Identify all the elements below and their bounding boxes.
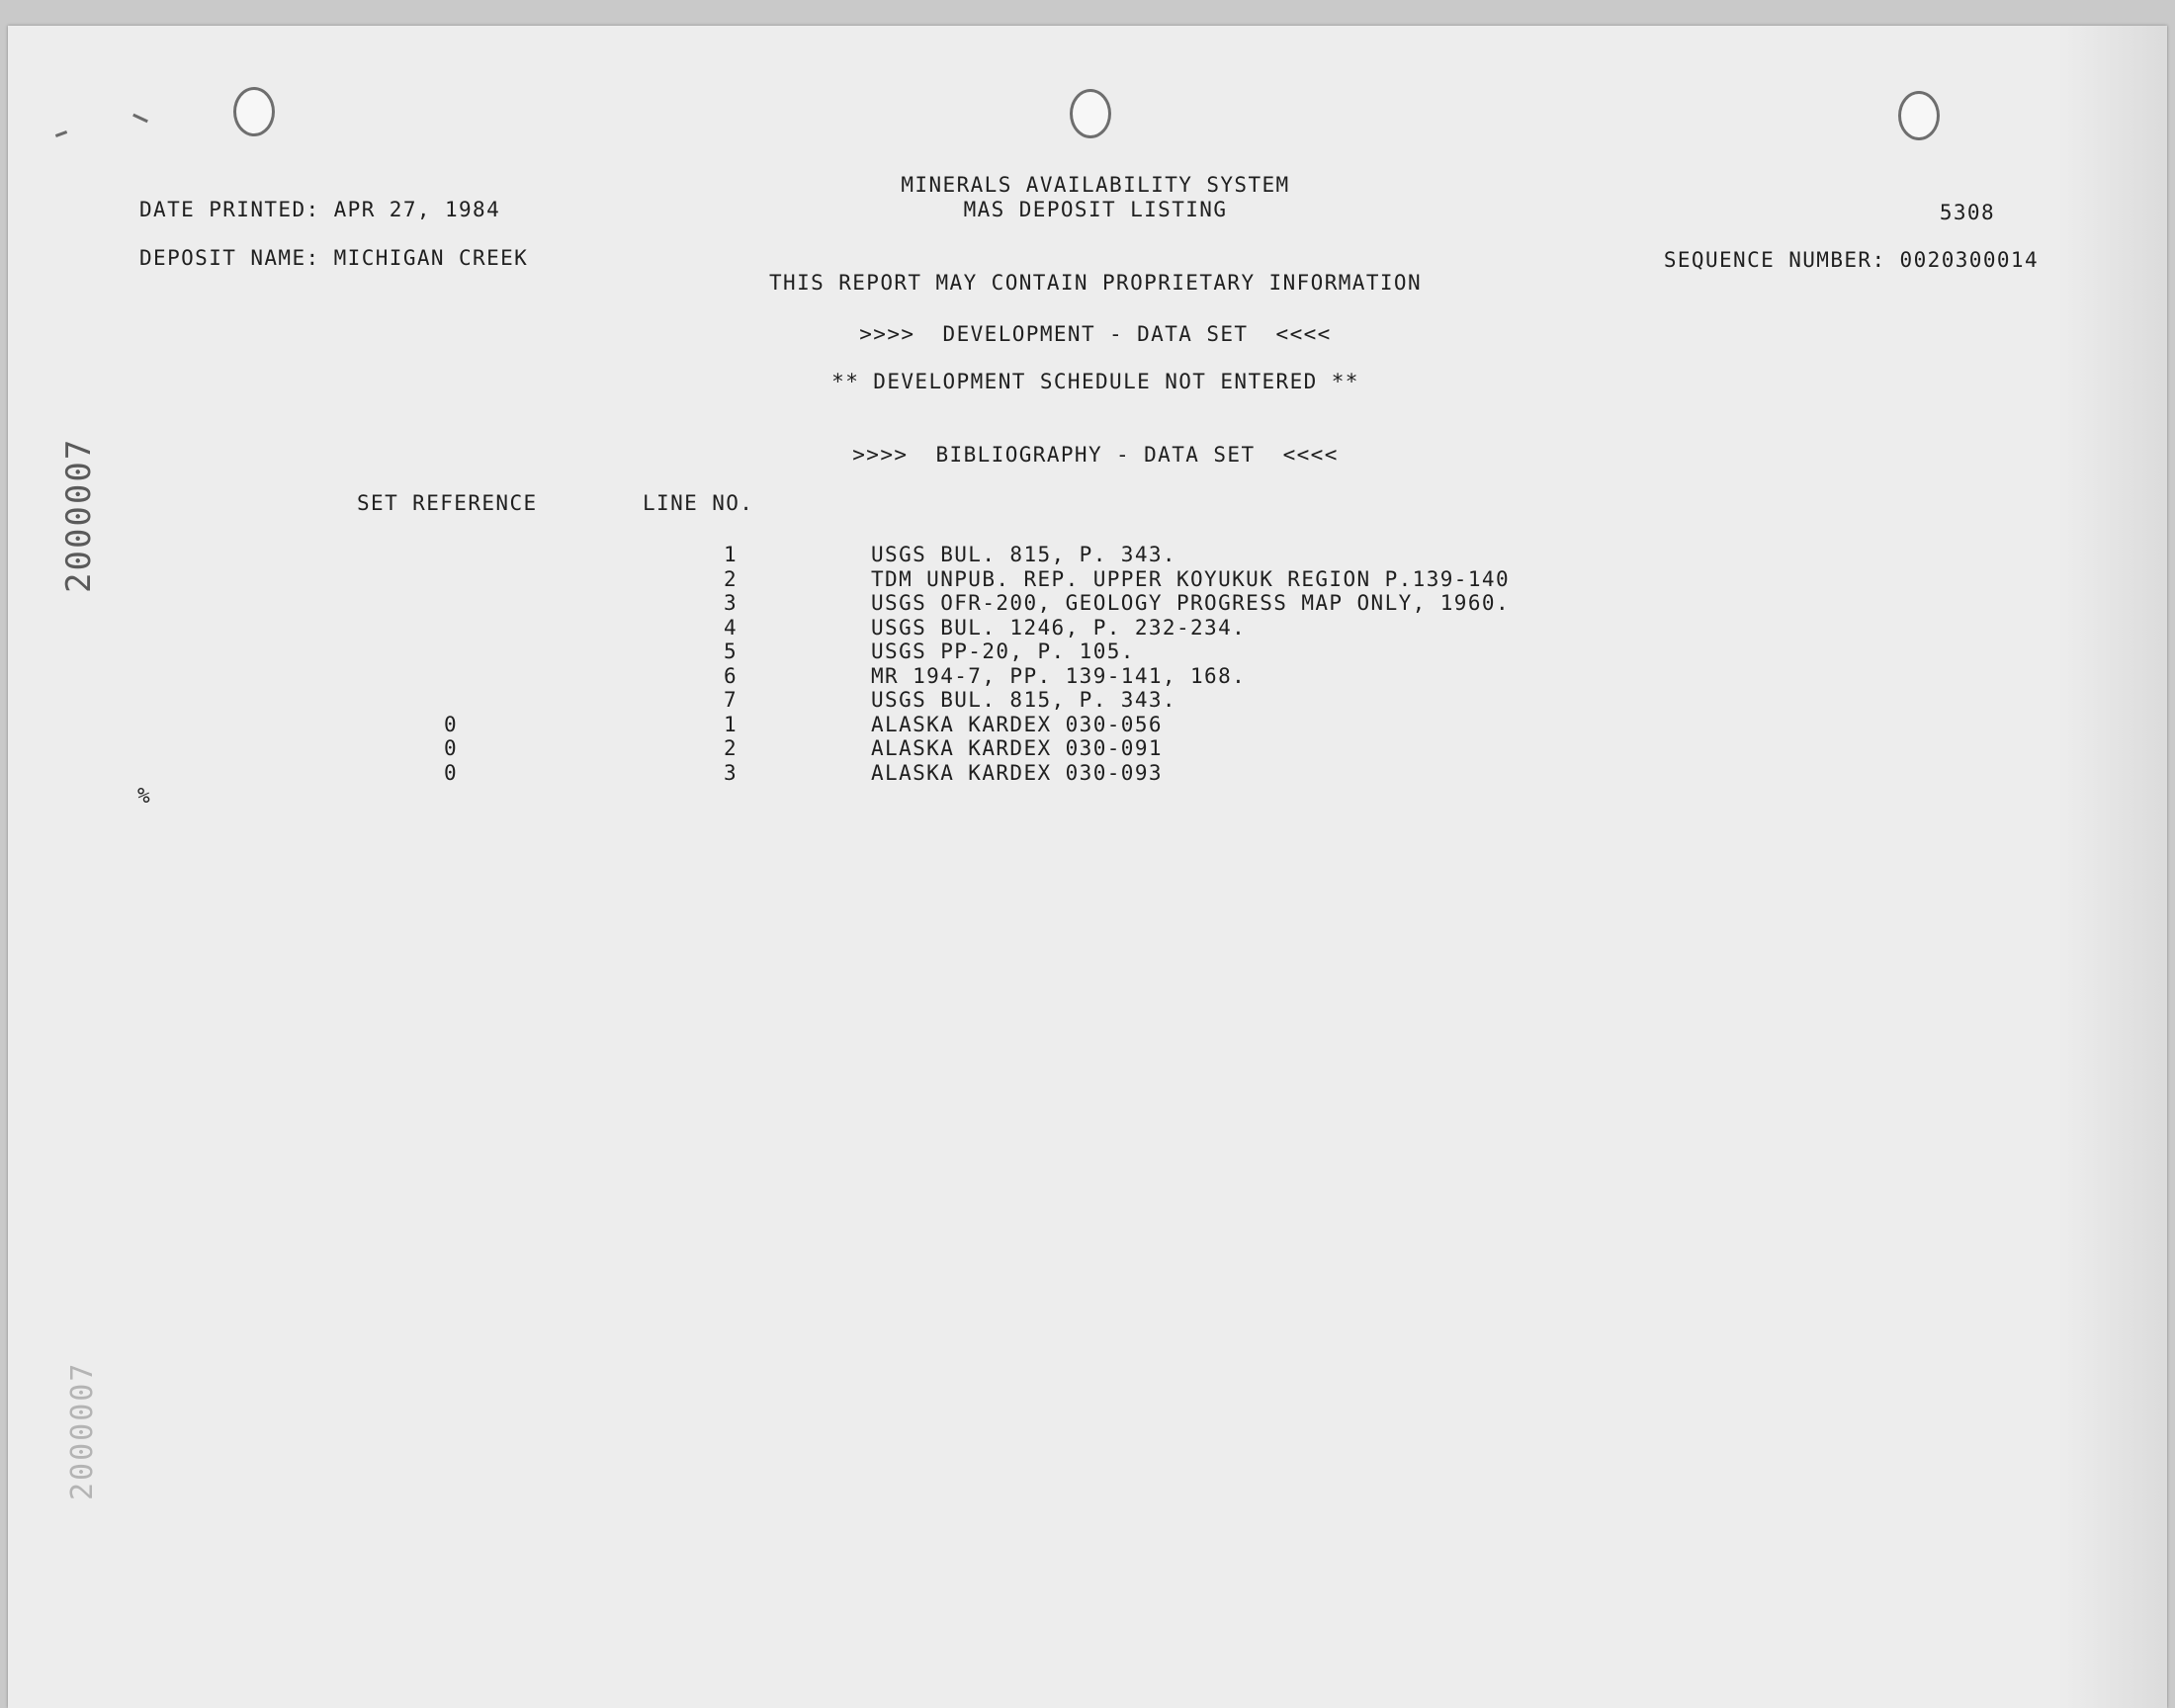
punch-hole-center: [1070, 89, 1111, 138]
row-reference: ALASKA KARDEX 030-093: [871, 761, 1163, 785]
row-line-no: 7: [723, 688, 738, 712]
row-reference: ALASKA KARDEX 030-091: [871, 736, 1163, 760]
row-line-no: 1: [723, 713, 738, 736]
system-title: MINERALS AVAILABILITY SYSTEM: [901, 173, 1290, 197]
pencil-mark: [55, 130, 67, 137]
punch-hole-left: [233, 87, 275, 136]
page-number: 5308: [1939, 201, 1995, 224]
row-reference: ALASKA KARDEX 030-056: [871, 713, 1163, 736]
date-printed: DATE PRINTED: APR 27, 1984: [139, 198, 501, 221]
row-reference: USGS OFR-200, GEOLOGY PROGRESS MAP ONLY, 1960.: [871, 591, 1510, 615]
row-reference: USGS BUL. 815, P. 343.: [871, 543, 1176, 566]
row-line-no: 6: [723, 664, 738, 688]
row-reference: TDM UNPUB. REP. UPPER KOYUKUK REGION P.139-140: [871, 567, 1510, 591]
row-reference: MR 194-7, PP. 139-141, 168.: [871, 664, 1247, 688]
printout-page: [8, 26, 2167, 1708]
sequence-number: SEQUENCE NUMBER: 0020300014: [1663, 248, 2039, 272]
row-set-reference: 0: [443, 713, 458, 736]
deposit-name: DEPOSIT NAME: MICHIGAN CREEK: [139, 246, 529, 270]
development-heading: >>>> DEVELOPMENT - DATA SET <<<<: [859, 322, 1332, 346]
row-reference: USGS BUL. 815, P. 343.: [871, 688, 1176, 712]
row-line-no: 3: [723, 591, 738, 615]
punch-hole-right: [1898, 91, 1940, 140]
percent-mark: %: [137, 784, 152, 808]
row-line-no: 2: [723, 736, 738, 760]
row-reference: USGS BUL. 1246, P. 232-234.: [871, 616, 1247, 640]
row-line-no: 5: [723, 640, 738, 663]
proprietary-notice: THIS REPORT MAY CONTAIN PROPRIETARY INFORMATION: [768, 271, 1423, 295]
row-line-no: 3: [723, 761, 738, 785]
row-set-reference: 0: [443, 736, 458, 760]
listing-title: MAS DEPOSIT LISTING: [963, 198, 1228, 221]
column-set-reference: SET REFERENCE: [357, 491, 538, 515]
row-line-no: 1: [723, 543, 738, 566]
pencil-mark: [132, 114, 148, 123]
row-line-no: 4: [723, 616, 738, 640]
column-line-no: LINE NO.: [643, 491, 754, 515]
margin-stamp-faint: 2000007: [65, 1361, 100, 1500]
row-line-no: 2: [723, 567, 738, 591]
bibliography-heading: >>>> BIBLIOGRAPHY - DATA SET <<<<: [852, 443, 1339, 467]
development-notice: ** DEVELOPMENT SCHEDULE NOT ENTERED **: [831, 370, 1359, 393]
row-set-reference: 0: [443, 761, 458, 785]
margin-stamp: 2000007: [59, 437, 99, 593]
row-reference: USGS PP-20, P. 105.: [871, 640, 1135, 663]
